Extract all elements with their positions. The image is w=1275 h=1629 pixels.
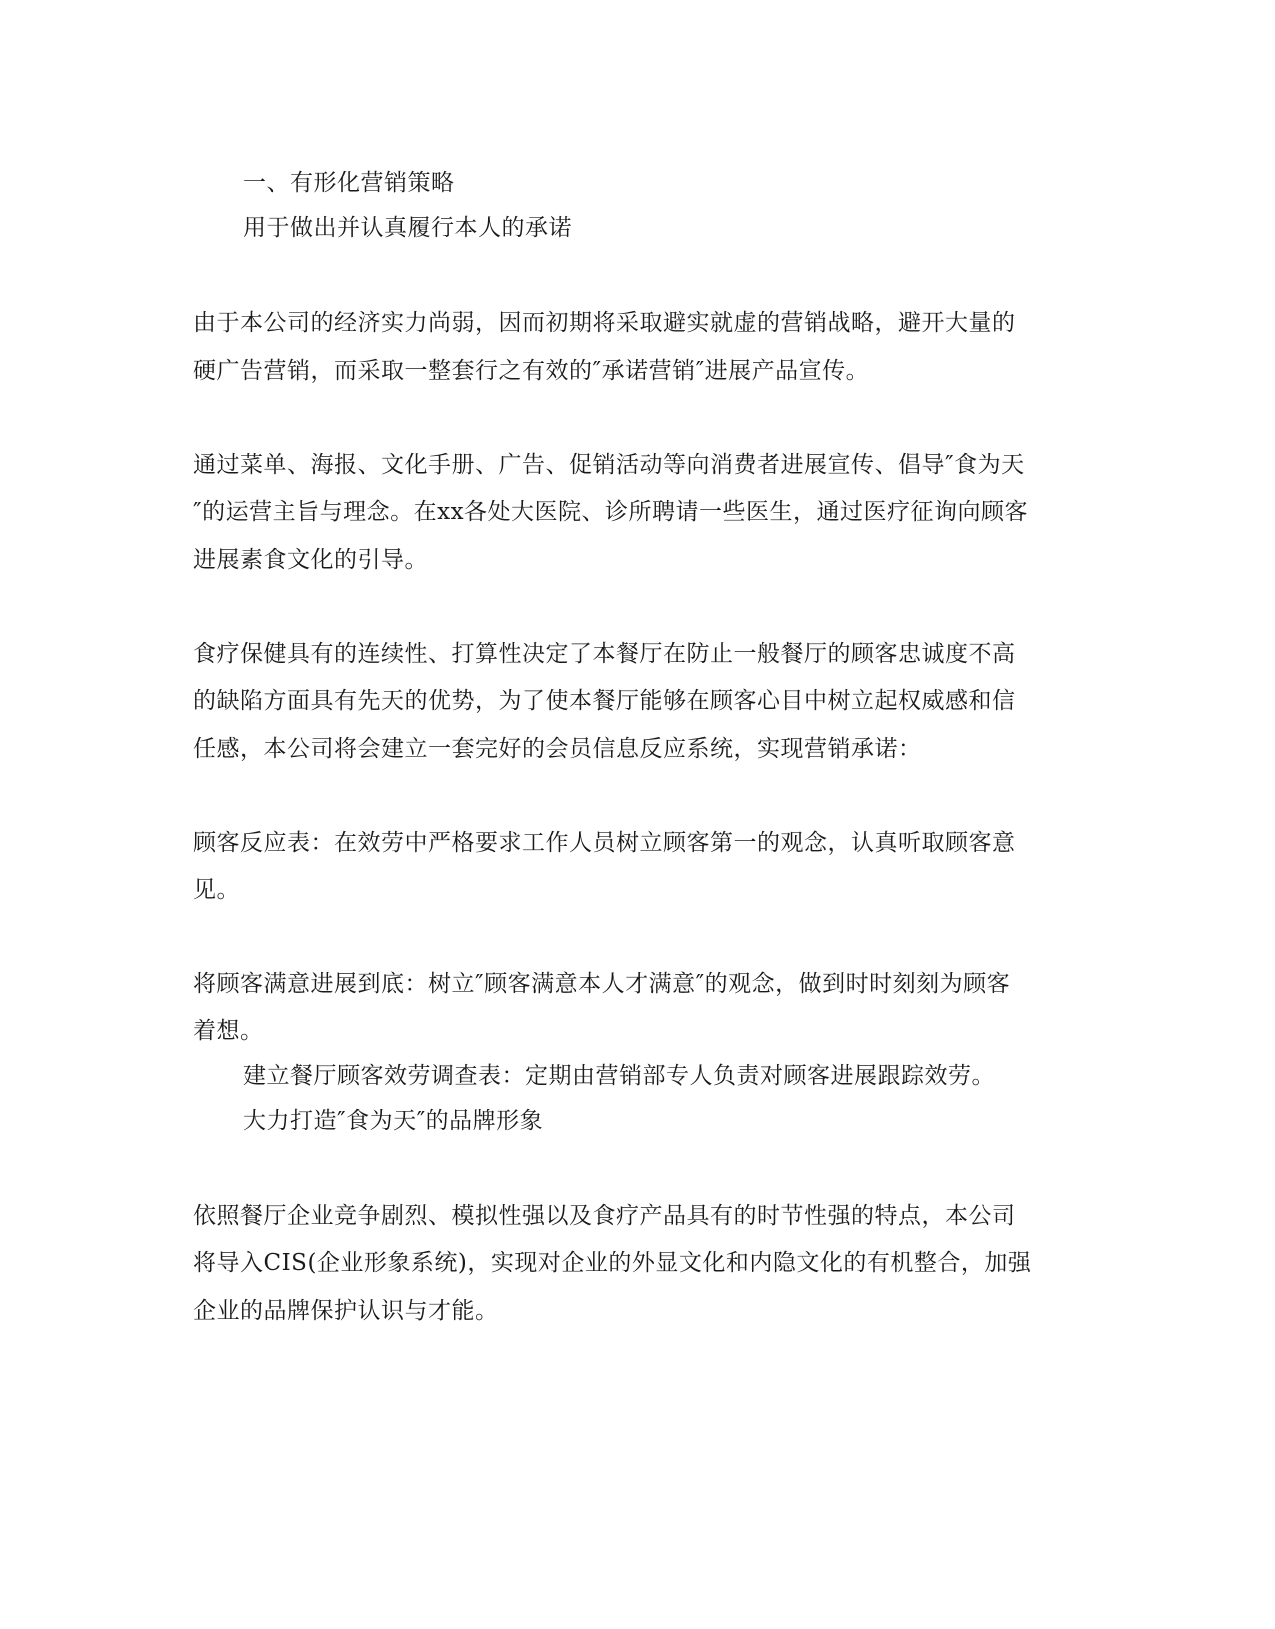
paragraph-line: 硬广告营销，而采取一整套行之有效的″承诺营销″进展产品宣传。 <box>193 358 870 384</box>
paragraph-line: 着想。 <box>193 1018 264 1044</box>
paragraph-line: 将导入CIS(企业形象系统)，实现对企业的外显文化和内隐文化的有机整合，加强 <box>193 1250 1032 1276</box>
paragraph-line: 将顾客满意进展到底：树立″顾客满意本人才满意″的观念，做到时时刻刻为顾客 <box>193 971 1011 997</box>
paragraph-line: 见。 <box>193 877 240 903</box>
section-heading: 一、有形化营销策略 <box>243 170 455 196</box>
paragraph-line: 顾客反应表：在效劳中严格要求工作人员树立顾客第一的观念，认真听取顾客意 <box>193 830 1016 856</box>
paragraph-line: 食疗保健具有的连续性、打算性决定了本餐厅在防止一般餐厅的顾客忠诚度不高 <box>193 641 1016 667</box>
paragraph-line: 企业的品牌保护认识与才能。 <box>193 1298 499 1324</box>
paragraph-line: 进展素食文化的引导。 <box>193 547 428 573</box>
paragraph-line: 由于本公司的经济实力尚弱，因而初期将采取避实就虚的营销战略，避开大量的 <box>193 310 1016 336</box>
paragraph-line: ″的运营主旨与理念。在xx各处大医院、诊所聘请一些医生，通过医疗征询向顾客 <box>193 499 1029 525</box>
subheading-commitment: 用于做出并认真履行本人的承诺 <box>243 215 572 241</box>
subheading-brand: 大力打造″食为天″的品牌形象 <box>243 1108 544 1134</box>
paragraph-line: 依照餐厅企业竞争剧烈、模拟性强以及食疗产品具有的时节性强的特点，本公司 <box>193 1203 1016 1229</box>
paragraph-line: 的缺陷方面具有先天的优势，为了使本餐厅能够在顾客心目中树立起权威感和信 <box>193 688 1016 714</box>
paragraph-line: 建立餐厅顾客效劳调查表：定期由营销部专人负责对顾客进展跟踪效劳。 <box>243 1063 995 1089</box>
paragraph-line: 任感，本公司将会建立一套完好的会员信息反应系统，实现营销承诺： <box>193 736 922 762</box>
paragraph-line: 通过菜单、海报、文化手册、广告、促销活动等向消费者进展宣传、倡导″食为天 <box>193 452 1025 478</box>
